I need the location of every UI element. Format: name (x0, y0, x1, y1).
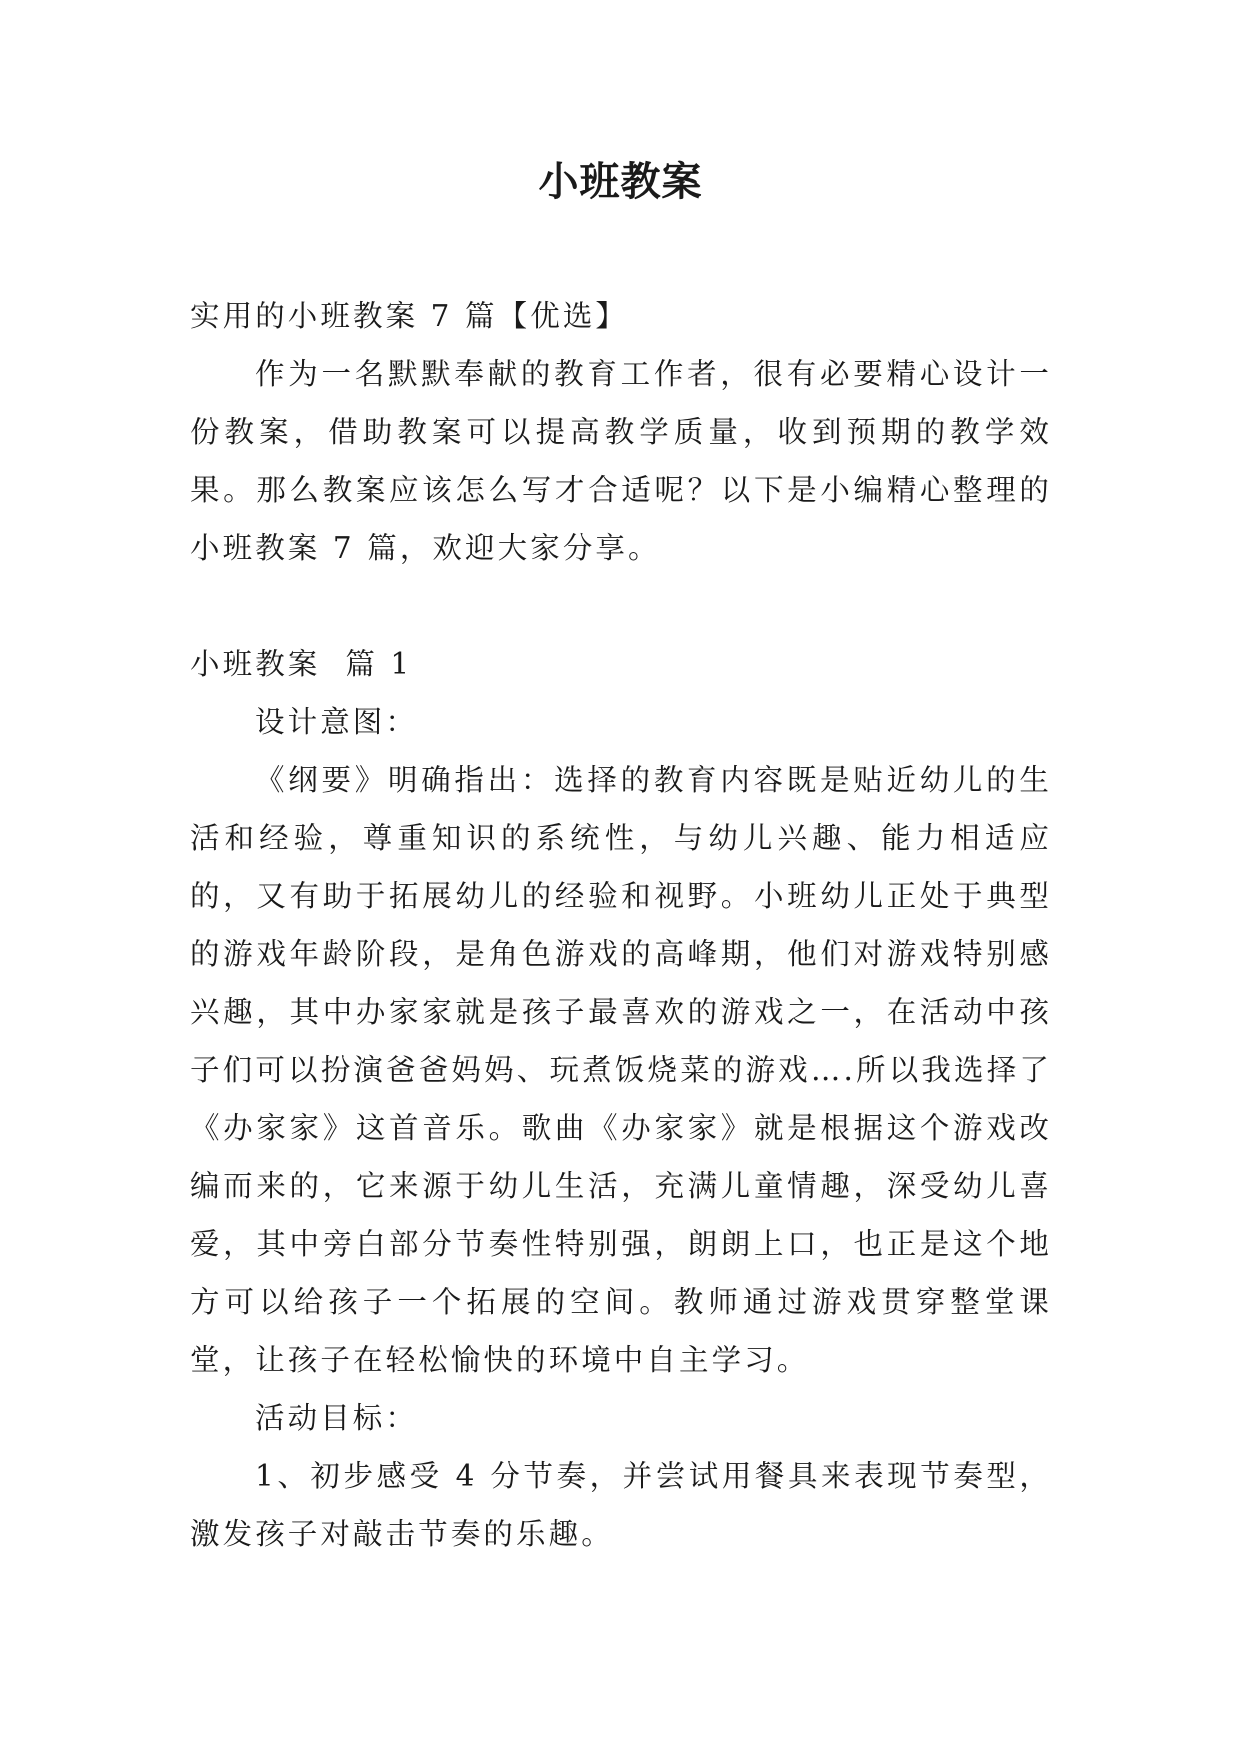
intro-paragraph: 作为一名默默奉献的教育工作者，很有必要精心设计一份教案，借助教案可以提高教学质量，收到预期的教学效果。那么教案应该怎么写才合适呢？以下是小编精心整理的小班教案 7 篇，欢迎大家分享。 (190, 357, 1052, 565)
section-spacer (190, 577, 1052, 635)
document-title: 小班教案 (538, 158, 703, 205)
design-intent-paragraph: 《纲要》明确指出：选择的教育内容既是贴近幼儿的生活和经验，尊重知识的系统性，与幼儿兴趣、能力相适应的，又有助于拓展幼儿的经验和视野。小班幼儿正处于典型的游戏年龄阶段，是角色游戏的高峰期，他们对游戏特别感兴趣，其中办家家就是孩子最喜欢的游戏之一，在活动中孩子们可以扮演爸爸妈妈、玩煮饭烧菜的游戏….所以我选择了《办家家》这首音乐。歌曲《办家家》就是根据这个游戏改编而来的，它来源于幼儿生活，充满儿童情趣，深受幼儿喜爱，其中旁白部分节奏性特别强，朗朗上口，也正是这个地方可以给孩子一个拓展的空间。教师通过游戏贯穿整堂课堂，让孩子在轻松愉快的环境中自主学习。 (190, 763, 1052, 1377)
goals-label: 活动目标： (255, 1401, 419, 1435)
document-subtitle: 实用的小班教案 7 篇【优选】 (190, 299, 629, 333)
section-heading: 小班教案 篇 1 (190, 647, 413, 681)
document-body (190, 287, 1052, 1563)
design-intent-label: 设计意图： (255, 705, 419, 739)
goal-item-1: 1、初步感受 4 分节奏，并尝试用餐具来表现节奏型，激发孩子对敲击节奏的乐趣。 (190, 1459, 1052, 1551)
